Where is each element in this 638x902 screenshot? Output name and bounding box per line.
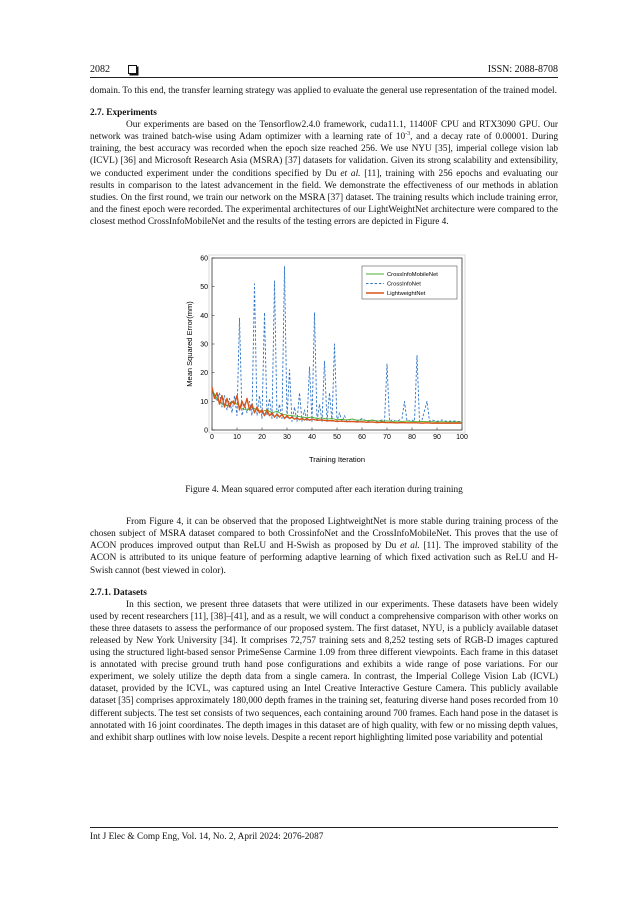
discussion-et-al: et al. [399, 541, 420, 552]
y-axis-label: Mean Squared Error(mm) [185, 301, 194, 387]
experiments-text-3: [11], training with 256 epochs and evaluating our results in comparison to the latest advancement in the field. We demonstrate the effectiveness of our methods in ablation studies. On the first round, we train our network on the MSRA [37] dataset. The training results which include training error, and the finest epoch were recorded. The experimental architectures of our LightWeightNet architecture were compared to the closest method CrossInfoMobileNet and the results of the testing errors are depicted in Figure 4. [90, 168, 558, 227]
datasets-paragraph: In this section, we present three datasets that were utilized in our experiments. These datasets have been widely used by recent researchers [11], [38]–[41], and as a result, we will conduct a comprehensive comparison with other works on these three datasets to assess the performance of our proposed system. The first dataset, NYU, is a publicly available dataset released by New York University [34]. It comprises 72,757 training sets and 8,252 testing sets of RGB-D images captured using the structured light-based sensor PrimeSense Carmine 1.09 from three different viewpoints. Each frame in this dataset is annotated with precise ground truth hand pose configurations and exhibits a wide range of pose variations. For our experiment, we solely utilize the depth data from a single camera. In contrast, the Imperial College Vision Lab (ICVL) dataset, provided by the ICVL, was captured using an Intel Creative Interactive Gesture Camera. This publicly available dataset [35] comprises approximately 180,000 depth frames in the training set, featuring diverse hand poses recorded from 10 different subjects. The test set consists of two sequences, each containing around 700 frames. Each hand pose in the dataset is annotated with 16 joint coordinates. The depth images in this dataset are of high quality, with few or no missing depth values, and exhibit sharp outlines with low noise levels. Despite a recent report highlighting limited pose variability and potential [90, 599, 558, 743]
footer-rule [90, 827, 558, 828]
x-tick-label: 50 [333, 434, 341, 442]
figure-4 [90, 252, 558, 467]
experiments-text-2: , and a decay rate of 0.00001. During training, the best accuracy was recorded when the epoch size reached 256. We use NYU [35], imperial college vision lab (ICVL) [36] and Microsoft Research Asia (MSRA) [37] datasets for validation. Given its strong scalability and extensibility, we conducted experiment under the conditions specified by Du [90, 132, 558, 179]
journal-footer: Int J Elec & Comp Eng, Vol. 14, No. 2, April 2024: 2076-2087 [90, 832, 324, 842]
learning-rate-exponent: -3 [405, 131, 411, 138]
y-tick-label: 40 [200, 312, 208, 320]
x-tick-label: 0 [210, 434, 214, 442]
section-heading-datasets: 2.7.1. Datasets [90, 587, 147, 598]
experiments-et-al: et al. [340, 168, 361, 179]
page-body [90, 85, 558, 744]
discussion-paragraph [90, 516, 558, 576]
section-heading-experiments: 2.7. Experiments [90, 108, 157, 119]
x-tick-label: 40 [308, 434, 316, 442]
discussion-text-2: [11]. The improved stability of the ACON is attributed to its unique feature of performing adaptive learning of which fixed activation such as ReLU and H-Swish cannot (best viewed in color). [90, 541, 558, 576]
y-tick-label: 60 [200, 255, 208, 263]
header-rule [90, 77, 558, 78]
y-tick-label: 10 [200, 398, 208, 406]
y-tick-label: 20 [200, 370, 208, 378]
legend-label-crossinfonet: CrossInfoNet [387, 281, 421, 288]
header-left [90, 64, 137, 75]
discussion-text-1: From Figure 4, it can be observed that the proposed LightweightNet is more stable during training process of the chosen subject of MSRA dataset compared to both CrossinfoNet and the CrossInfoMobileNet. This proves that the use of ACON produces improved output than ReLU and H-Swish as proposed by Du [90, 517, 558, 552]
x-tick-label: 80 [408, 434, 416, 442]
chart-legend [362, 266, 457, 299]
x-tick-label: 90 [433, 434, 441, 442]
page-number: 2082 [90, 63, 110, 75]
x-axis-label: Training Iteration [308, 455, 366, 465]
square-bullet-icon [128, 65, 137, 74]
experiments-paragraph [90, 119, 558, 228]
y-tick-label: 30 [200, 341, 208, 349]
issn-label: ISSN: 2088-8708 [487, 63, 558, 75]
x-tick-label: 60 [358, 434, 366, 442]
x-tick-label: 100 [456, 434, 468, 442]
legend-label-crossinfomobilenet: CrossInfoMobileNet [387, 272, 438, 279]
x-tick-label: 10 [233, 434, 241, 442]
x-tick-label: 30 [283, 434, 291, 442]
running-header [90, 62, 558, 76]
y-tick-label: 50 [200, 284, 208, 292]
x-tick-label: 70 [383, 434, 391, 442]
intro-paragraph: domain. To this end, the transfer learning strategy was applied to evaluate the general use representation of the trained model. [90, 86, 557, 96]
experiments-text-1: Our experiments are based on the Tensorflow2.4.0 framework, cuda11.1, 11400F CPU and RTX3090 GPU. Our network was trained batch-wise using Adam optimizer with a learning rate of 10 [90, 120, 558, 143]
mse-line-chart [179, 252, 469, 467]
x-tick-label: 20 [258, 434, 266, 442]
y-tick-label: 0 [204, 427, 208, 435]
legend-label-lightweightnet: LightweightNet [387, 291, 426, 298]
figure-caption: Figure 4. Mean squared error computed after each iteration during training [185, 485, 463, 496]
